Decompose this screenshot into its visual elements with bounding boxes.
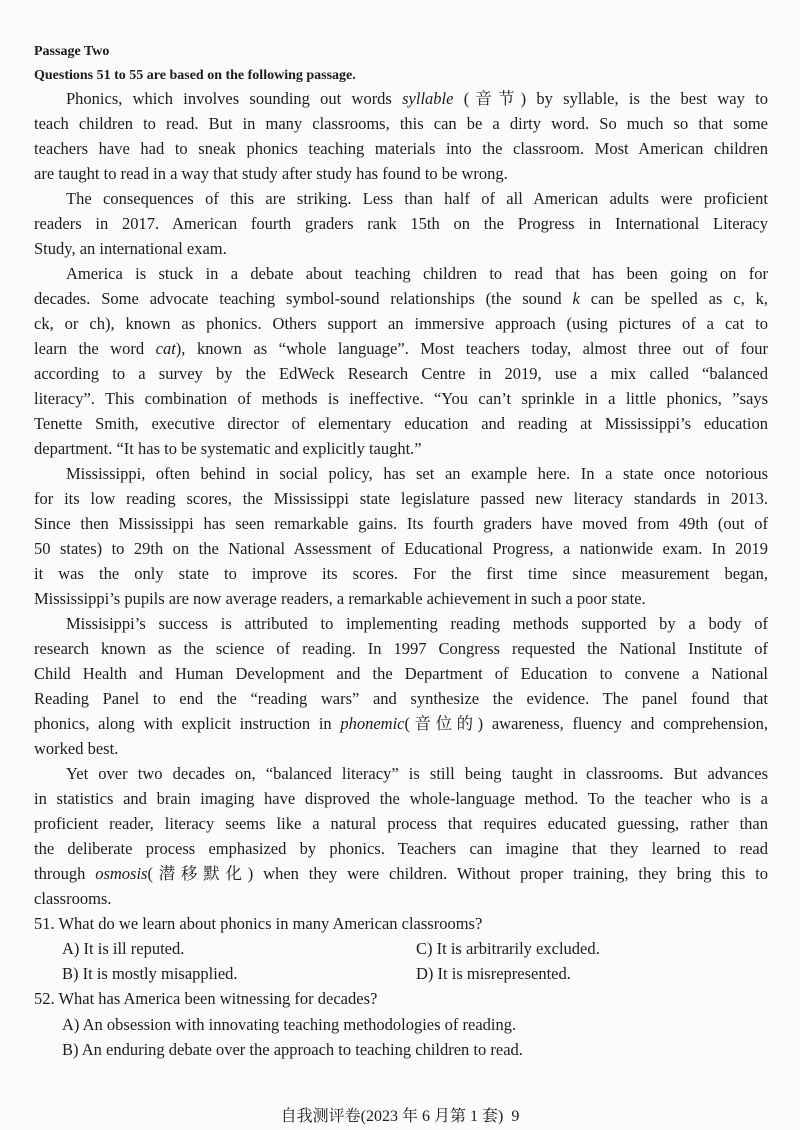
paragraph-line: classrooms. xyxy=(34,889,112,908)
paragraph-line: Missisippi’s success is attributed to implementing reading methods supported by a body of xyxy=(66,614,768,633)
page-number: 9 xyxy=(511,1108,520,1125)
paragraph-line: Child Health and Human Development and the Department of Education to convene a National xyxy=(34,664,768,683)
paragraph-line: Since then Mississippi has seen remarkable gains. Its fourth graders have moved from 49th (out of xyxy=(34,514,768,533)
paragraph-line: Phonics, which involves sounding out words syllable (音节) by syllable, is the best way to xyxy=(66,89,768,108)
question-52-option-a: A) An obsession with innovating teaching methodologies of reading. xyxy=(62,1015,517,1034)
paragraph-line: in statistics and brain imaging have disproved the whole-language method. To the teacher who is a xyxy=(34,789,768,808)
paragraph-line: Mississippi’s pupils are now average readers, a remarkable achievement in such a poor state. xyxy=(34,589,646,608)
paragraph-line: teachers have had to sneak phonics teaching materials into the classroom. Most American children xyxy=(34,139,768,158)
question-51-stem: 51. What do we learn about phonics in many American classrooms? xyxy=(34,914,483,933)
paragraph-line: through osmosis(潜移默化) when they were children. Without proper training, they bring this to xyxy=(34,864,768,883)
paragraph-line: The consequences of this are striking. Less than half of all American adults were proficient xyxy=(66,189,768,208)
paragraph-line: Yet over two decades on, “balanced literacy” is still being taught in classrooms. But advances xyxy=(66,764,768,783)
paragraph-line: America is stuck in a debate about teaching children to read that has been going on for xyxy=(66,264,768,283)
page-footer xyxy=(0,1103,800,1126)
passage-instruction: Questions 51 to 55 are based on the following passage. xyxy=(34,68,356,83)
paragraph-line: phonics, along with explicit instruction in phonemic(音位的) awareness, fluency and comprehension, xyxy=(34,714,769,733)
paragraph-line: Tenette Smith, executive director of elementary education and reading at Mississippi’s education xyxy=(34,414,768,433)
footer-text: 自我测评卷(2023 年 6 月第 1 套) xyxy=(280,1108,504,1125)
paragraph-line: readers in 2017. American fourth graders rank 15th on the Progress in International Literacy xyxy=(34,214,768,233)
question-51-option-c: C) It is arbitrarily excluded. xyxy=(416,939,600,958)
paragraph-line: according to a survey by the EdWeck Research Centre in 2019, use a mix called “balanced xyxy=(34,364,768,383)
question-51-option-d: D) It is misrepresented. xyxy=(416,964,571,983)
question-52-stem: 52. What has America been witnessing for decades? xyxy=(34,989,378,1008)
paragraph-line: decades. Some advocate teaching symbol-sound relationships (the sound k can be spelled as c, k, xyxy=(34,289,768,308)
question-52-option-b: B) An enduring debate over the approach to teaching children to read. xyxy=(62,1040,523,1059)
paragraph-line: 50 states) to 29th on the National Assessment of Educational Progress, a nationwide exam. In 2019 xyxy=(34,539,768,558)
paragraph-line: learn the word cat), known as “whole language”. Most teachers today, almost three out of four xyxy=(34,339,768,358)
paragraph-line: teach children to read. But in many classrooms, this can be a dirty word. So much so that some xyxy=(34,114,768,133)
paragraph-line: worked best. xyxy=(34,739,119,758)
paragraph-line: the deliberate process emphasized by phonics. Teachers can imagine that they learned to read xyxy=(34,839,768,858)
question-51-option-a: A) It is ill reputed. xyxy=(62,939,185,958)
paragraph-line: it was the only state to improve its scores. For the first time since measurement began, xyxy=(34,564,768,583)
paragraph-line: department. “It has to be systematic and explicitly taught.” xyxy=(34,439,422,458)
paragraph-line: for its low reading scores, the Mississippi state legislature passed new literacy standards in 2013. xyxy=(34,489,768,508)
paragraph-line: literacy”. This combination of methods is ineffective. “You can’t sprinkle in a little phonics, ”says xyxy=(34,389,768,408)
paragraph-line: Reading Panel to end the “reading wars” and synthesize the evidence. The panel found that xyxy=(34,689,768,708)
paragraph-line: Study, an international exam. xyxy=(34,239,227,258)
passage-title: Passage Two xyxy=(34,44,110,59)
paragraph-line: proficient reader, literacy seems like a natural process that requires educated guessing, rather than xyxy=(34,814,768,833)
paragraph-line: research known as the science of reading. In 1997 Congress requested the National Institute of xyxy=(34,639,768,658)
question-51-option-b: B) It is mostly misapplied. xyxy=(62,964,238,983)
paragraph-line: are taught to read in a way that study after study has found to be wrong. xyxy=(34,164,508,183)
paragraph-line: Mississippi, often behind in social policy, has set an example here. In a state once notorious xyxy=(66,464,768,483)
paragraph-line: ck, or ch), known as phonics. Others support an immersive approach (using pictures of a cat to xyxy=(34,314,768,333)
